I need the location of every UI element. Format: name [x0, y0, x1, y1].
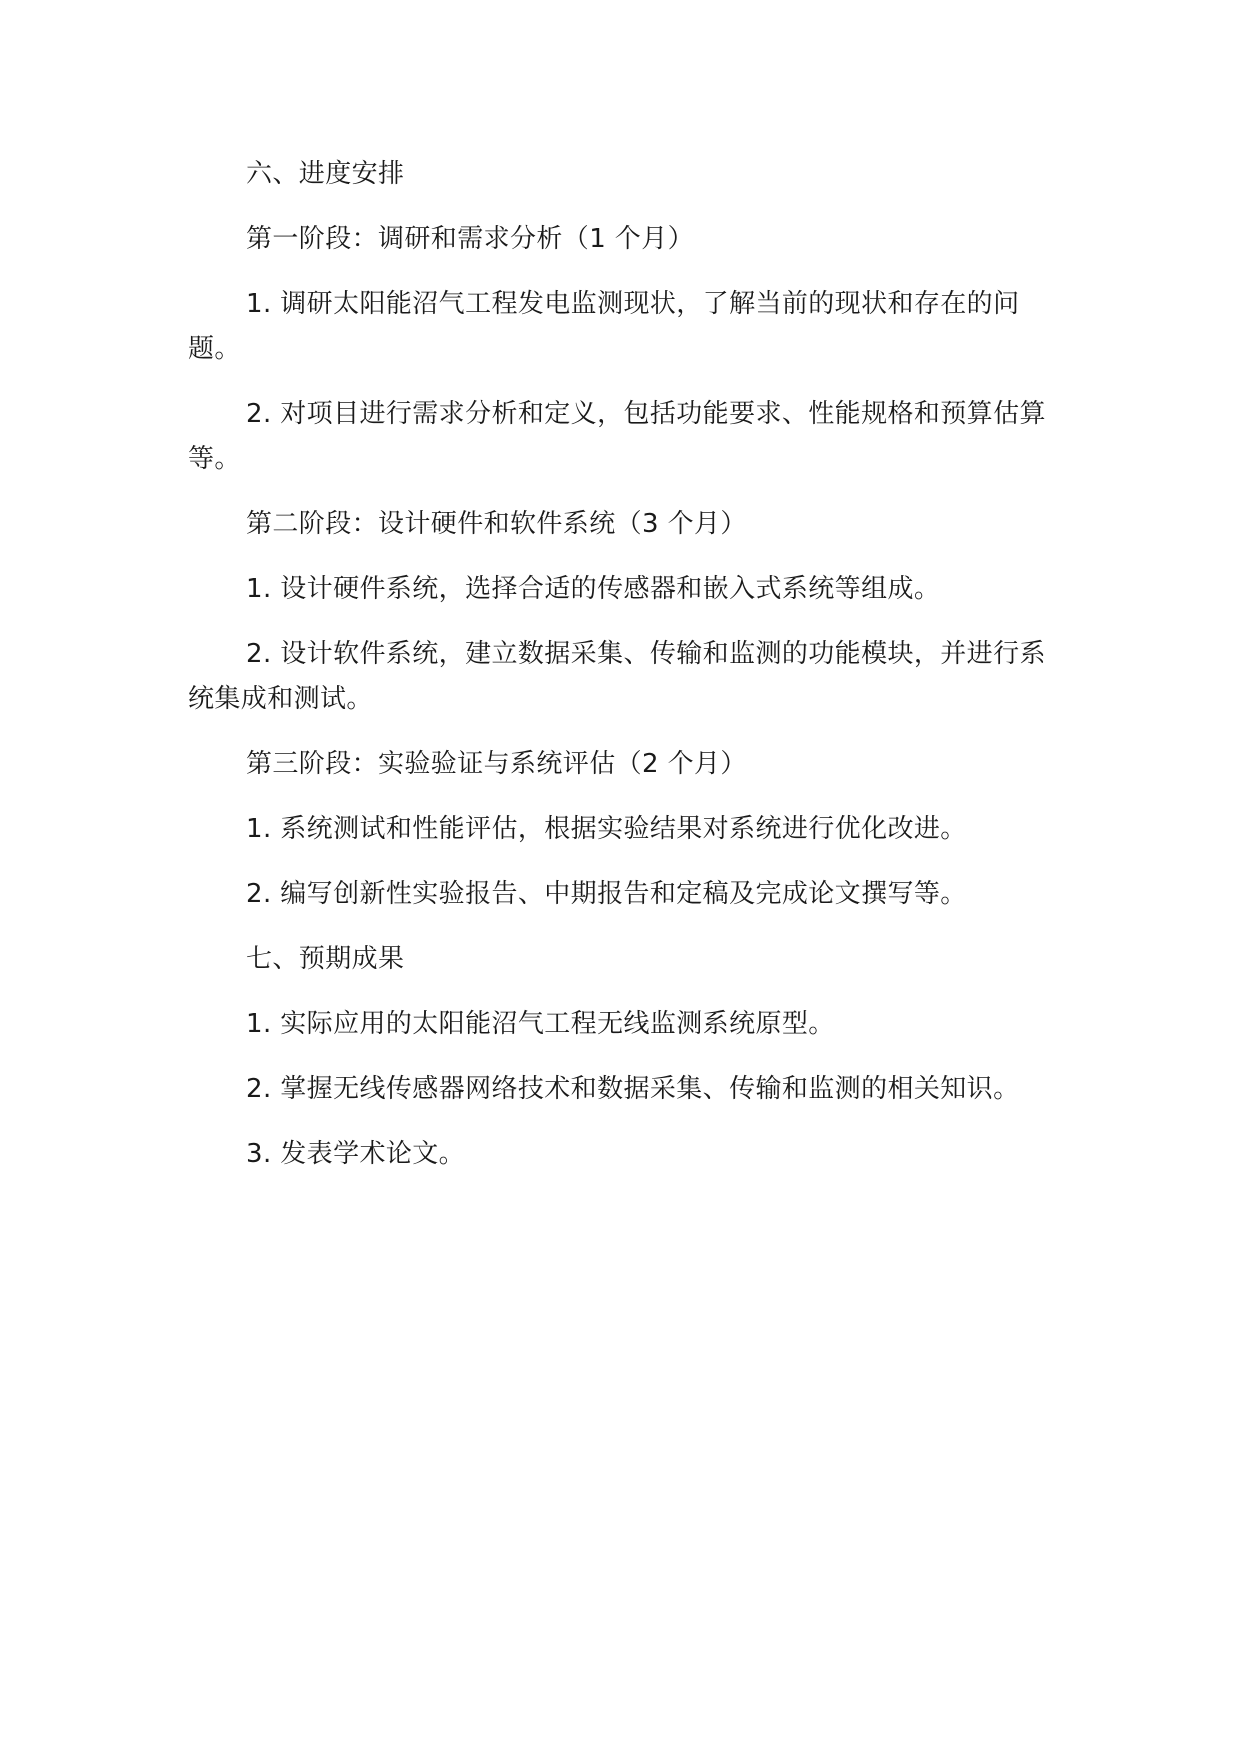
stage-one-item-2: 2. 对项目进行需求分析和定义，包括功能要求、性能规格和预算估算等。 [188, 399, 1046, 474]
stage-three-item-2: 2. 编写创新性实验报告、中期报告和定稿及完成论文撰写等。 [246, 879, 967, 909]
stage-one-heading: 第一阶段：调研和需求分析（1 个月） [246, 224, 695, 254]
stage-two-item-2: 2. 设计软件系统，建立数据采集、传输和监测的功能模块，并进行系统集成和测试。 [188, 639, 1046, 714]
stage-three-heading: 第三阶段：实验验证与系统评估（2 个月） [246, 749, 747, 779]
section-six-heading: 六、进度安排 [246, 159, 405, 189]
section-seven-heading: 七、预期成果 [246, 944, 405, 974]
document-body [188, 152, 1048, 1197]
outcome-item-1: 1. 实际应用的太阳能沼气工程无线监测系统原型。 [246, 1009, 835, 1039]
stage-three-item-1: 1. 系统测试和性能评估，根据实验结果对系统进行优化改进。 [246, 814, 967, 844]
stage-two-heading: 第二阶段：设计硬件和软件系统（3 个月） [246, 509, 747, 539]
outcome-item-2: 2. 掌握无线传感器网络技术和数据采集、传输和监测的相关知识。 [246, 1074, 1020, 1104]
stage-two-item-1: 1. 设计硬件系统，选择合适的传感器和嵌入式系统等组成。 [246, 574, 941, 604]
stage-one-item-1: 1. 调研太阳能沼气工程发电监测现状，了解当前的现状和存在的问题。 [188, 289, 1020, 364]
outcome-item-3: 3. 发表学术论文。 [246, 1139, 466, 1169]
